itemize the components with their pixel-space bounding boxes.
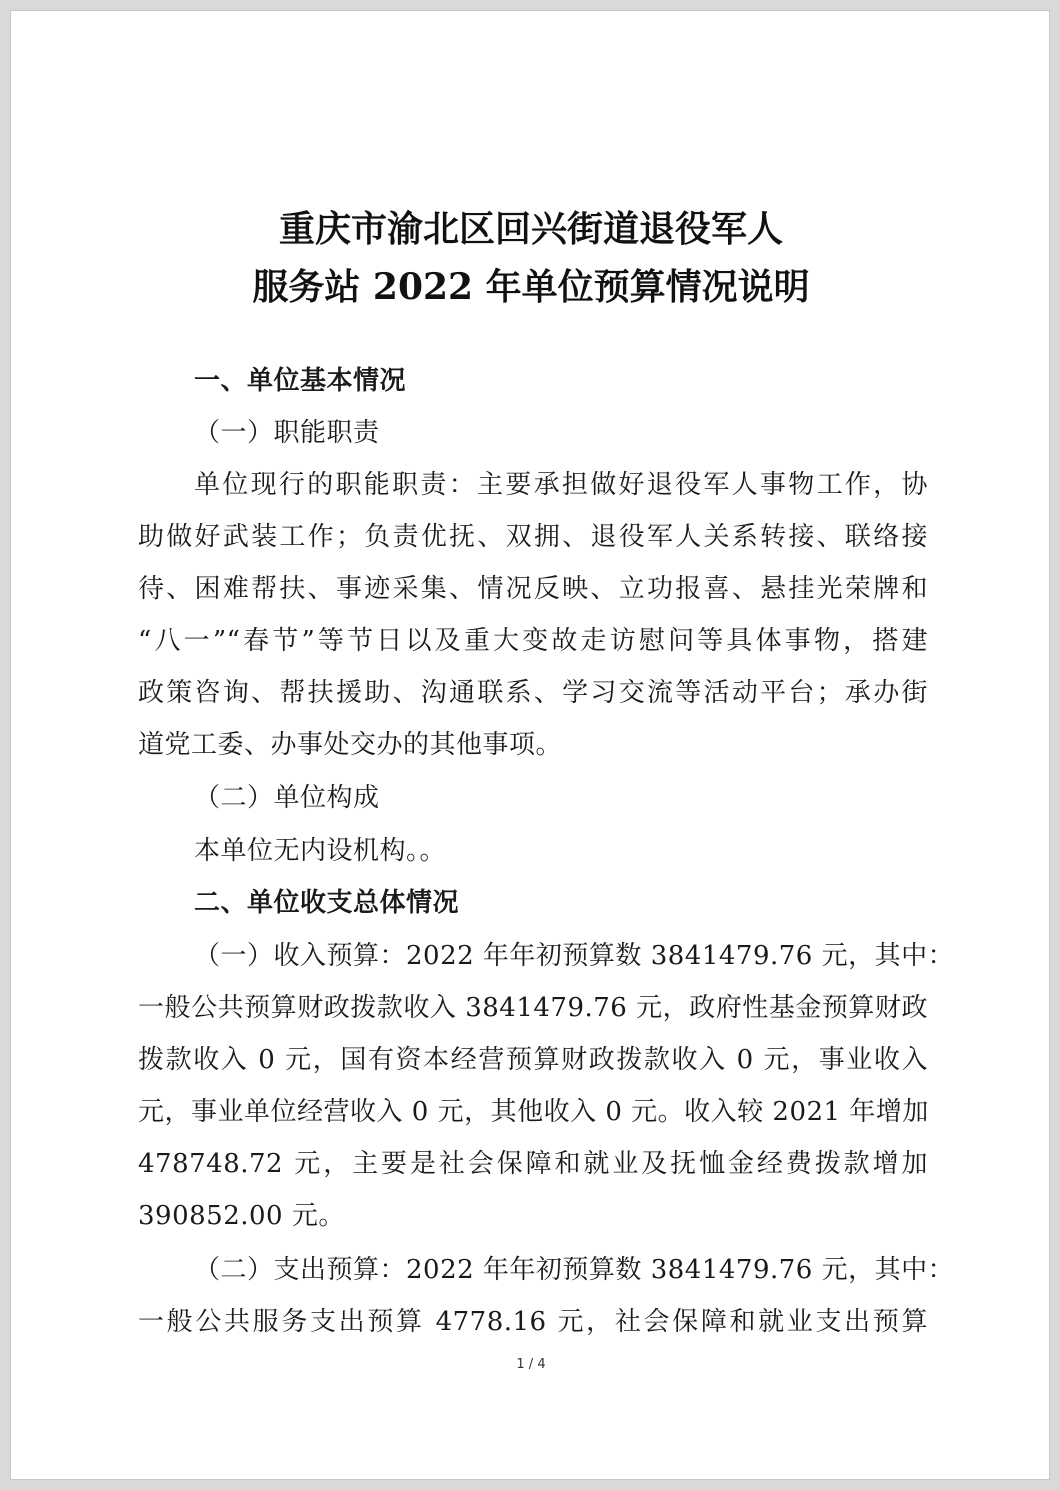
paragraph-line: 拨款收入 0 元，国有资本经营预算财政拨款收入 0 元，事业收入 [138,1045,928,1075]
paragraph-line: （二）支出预算：2022 年年初预算数 3841479.76 元，其中： [194,1255,955,1285]
paragraph-line: （一）收入预算：2022 年年初预算数 3841479.76 元，其中： [194,941,955,971]
document-page [10,10,1050,1480]
paragraph-line: 助做好武装工作；负责优抚、双拥、退役军人关系转接、联络接 [138,522,928,552]
paragraph-line: 478748.72 元，主要是社会保障和就业及抚恤金经费拨款增加 [138,1149,928,1179]
paragraph-line: 一般公共服务支出预算 4778.16 元，社会保障和就业支出预算 [138,1307,928,1337]
subsection-heading: （一）职能职责 [194,418,380,448]
paragraph-line: 本单位无内设机构。。 [194,836,447,866]
paragraph-line: 单位现行的职能职责：主要承担做好退役军人事物工作，协 [194,470,928,500]
subsection-heading: （二）单位构成 [194,783,380,813]
paragraph-line: 元，事业单位经营收入 0 元，其他收入 0 元。收入较 2021 年增加 [138,1097,929,1127]
page-indicator: 1 / 4 [516,1357,546,1372]
paragraph-line: 一般公共预算财政拨款收入 3841479.76 元，政府性基金预算财政 [138,993,928,1023]
document-title-line-1: 重庆市渝北区回兴街道退役军人 [278,208,783,250]
paragraph-line: “八一”“春节”等节日以及重大变故走访慰问等具体事物，搭建 [138,626,928,656]
paragraph-line: 政策咨询、帮扶援助、沟通联系、学习交流等活动平台；承办街 [138,678,928,708]
paragraph-line: 390852.00 元。 [138,1201,345,1231]
paragraph-line: 道党工委、办事处交办的其他事项。 [138,730,563,760]
section-heading-1: 一、单位基本情况 [194,366,407,396]
document-title-line-2: 服务站 2022 年单位预算情况说明 [252,266,810,308]
paragraph-line: 待、困难帮扶、事迹采集、情况反映、立功报喜、悬挂光荣牌和 [138,574,928,604]
section-heading-2: 二、单位收支总体情况 [194,888,460,918]
